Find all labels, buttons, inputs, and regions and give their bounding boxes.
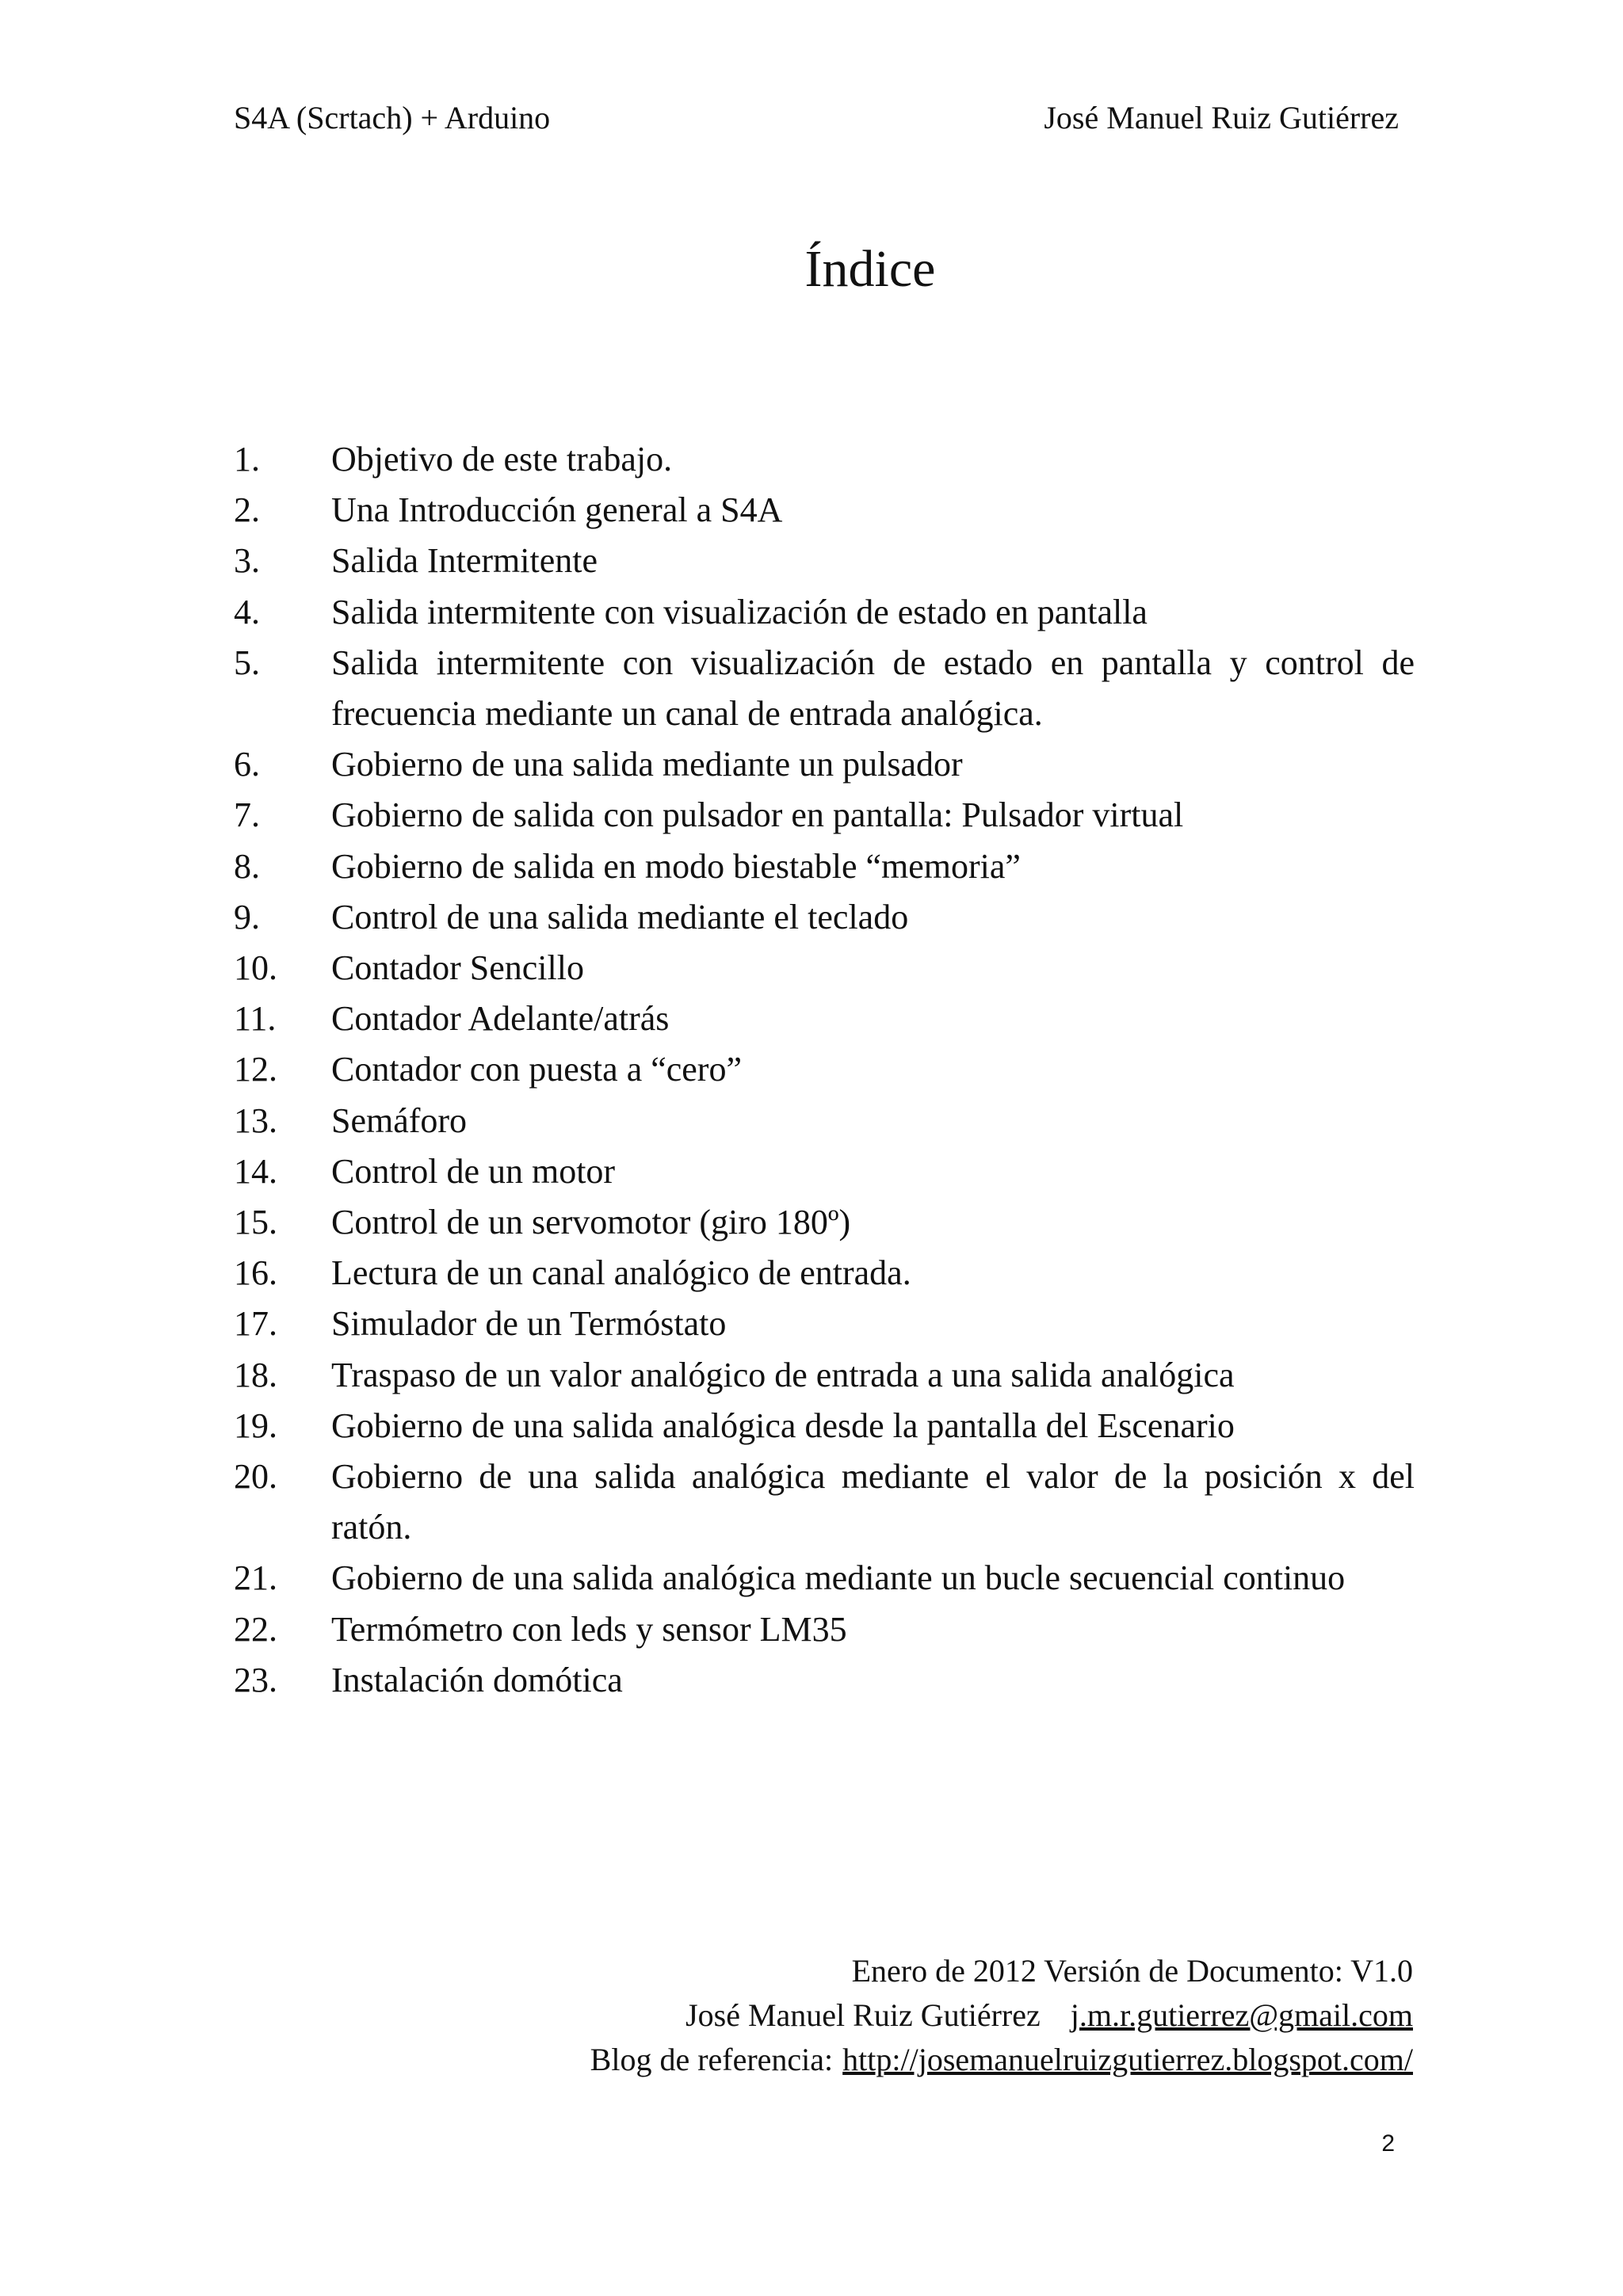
toc-item-number: 10.: [234, 948, 277, 988]
toc-item-number: 7.: [234, 795, 260, 835]
page-number: 2: [1381, 2130, 1395, 2157]
toc-item-number: 13.: [234, 1100, 277, 1140]
blog-link[interactable]: http://josemanuelruizgutierrez.blogspot.com/: [842, 2042, 1413, 2077]
toc-item-number: 15.: [234, 1203, 277, 1242]
toc-item-number: 17.: [234, 1304, 277, 1344]
toc-item: [234, 485, 1415, 536]
toc-item: [234, 1553, 1415, 1604]
header-document-title: S4A (Scrtach) + Arduino: [234, 100, 551, 135]
toc-item: [234, 943, 1415, 994]
toc-item: [234, 638, 1415, 739]
toc-item: [234, 994, 1415, 1044]
toc-item: [234, 1299, 1415, 1349]
toc-item-text: Traspaso de un valor analógico de entrada a una salida analógica: [331, 1355, 1235, 1394]
toc-item-text: Objetivo de este trabajo.: [331, 440, 673, 479]
toc-item-text: Control de un motor: [331, 1151, 616, 1191]
blog-line: [590, 2038, 1413, 2082]
toc-item-text: Salida intermitente con visualización de estado en pantalla: [331, 592, 1148, 631]
toc-item-number: 1.: [234, 440, 260, 479]
page-title: Índice: [804, 240, 936, 298]
toc-item-number: 21.: [234, 1558, 277, 1598]
toc-item-number: 9.: [234, 897, 260, 936]
toc-item-text: Termómetro con leds y sensor LM35: [331, 1609, 847, 1649]
toc-item-number: 4.: [234, 592, 260, 631]
toc-item-text: Salida Intermitente: [331, 541, 598, 581]
toc-item-number: 2.: [234, 490, 260, 530]
toc-item: [234, 1044, 1415, 1095]
toc-item-text: Gobierno de una salida analógica mediante el valor de la posición x del ratón.: [331, 1457, 1415, 1547]
toc-item-number: 6.: [234, 745, 260, 784]
toc-item-text: Gobierno de una salida mediante un pulsador: [331, 745, 963, 784]
toc-item-number: 8.: [234, 846, 260, 886]
toc-item: [234, 739, 1415, 790]
toc-item: [234, 892, 1415, 943]
toc-item-text: Gobierno de una salida analógica desde la pantalla del Escenario: [331, 1405, 1235, 1445]
toc-item-text: Instalación domótica: [331, 1660, 623, 1699]
toc-item-text: Gobierno de una salida analógica mediante un bucle secuencial continuo: [331, 1558, 1346, 1598]
toc-item: [234, 587, 1415, 638]
toc-item: [234, 841, 1415, 892]
toc-item-text: Una Introducción general a S4A: [331, 490, 783, 530]
toc-item-text: Gobierno de salida con pulsador en pantalla: Pulsador virtual: [331, 795, 1184, 835]
toc-item-text: Contador Adelante/atrás: [331, 999, 670, 1039]
toc-item-text: Lectura de un canal analógico de entrada.: [331, 1253, 911, 1293]
toc-item-number: 5.: [234, 643, 260, 682]
toc-item-text: Gobierno de salida en modo biestable “memoria”: [331, 846, 1021, 886]
toc-item-number: 12.: [234, 1050, 277, 1089]
toc-item-text: Simulador de un Termóstato: [331, 1304, 727, 1344]
toc-item-text: Contador con puesta a “cero”: [331, 1050, 742, 1089]
document-footer: [590, 1949, 1413, 2082]
toc-item: [234, 1248, 1415, 1299]
toc-item: [234, 1096, 1415, 1146]
toc-item: [234, 1146, 1415, 1197]
toc-item-text: Control de un servomotor (giro 180º): [331, 1203, 851, 1242]
toc-item: [234, 1604, 1415, 1655]
toc-item: [234, 536, 1415, 586]
toc-item: [234, 1451, 1415, 1553]
toc-item-number: 22.: [234, 1609, 277, 1649]
toc-item-number: 19.: [234, 1405, 277, 1445]
toc-item-number: 16.: [234, 1253, 277, 1293]
header-author: José Manuel Ruiz Gutiérrez: [1044, 100, 1399, 135]
toc-item-text: Contador Sencillo: [331, 948, 584, 988]
version-line: Enero de 2012 Versión de Documento: V1.0: [851, 1953, 1413, 1989]
toc-item: [234, 790, 1415, 841]
toc-item: [234, 434, 1415, 485]
toc-item: [234, 1350, 1415, 1401]
toc-item: [234, 1401, 1415, 1451]
toc-item-number: 20.: [234, 1457, 277, 1497]
toc-item: [234, 1197, 1415, 1248]
author-contact-line: [590, 1993, 1413, 2038]
toc-item-number: 3.: [234, 541, 260, 581]
toc-item-text: Semáforo: [331, 1100, 468, 1140]
toc-item-text: Control de una salida mediante el teclado: [331, 897, 909, 936]
toc-item-number: 11.: [234, 999, 277, 1039]
blog-label: Blog de referencia:: [590, 2042, 834, 2077]
toc-item-number: 23.: [234, 1660, 277, 1699]
table-of-contents: [234, 434, 1415, 1706]
toc-item: [234, 1655, 1415, 1706]
toc-item-number: 14.: [234, 1151, 277, 1191]
email-link[interactable]: j.m.r.gutierrez@gmail.com: [1070, 1997, 1413, 2033]
author-name: José Manuel Ruiz Gutiérrez: [685, 1997, 1041, 2033]
toc-item-text: Salida intermitente con visualización de estado en pantalla y control de frecuencia mediante un canal de entrada analógica.: [331, 643, 1415, 734]
toc-item-number: 18.: [234, 1355, 277, 1394]
